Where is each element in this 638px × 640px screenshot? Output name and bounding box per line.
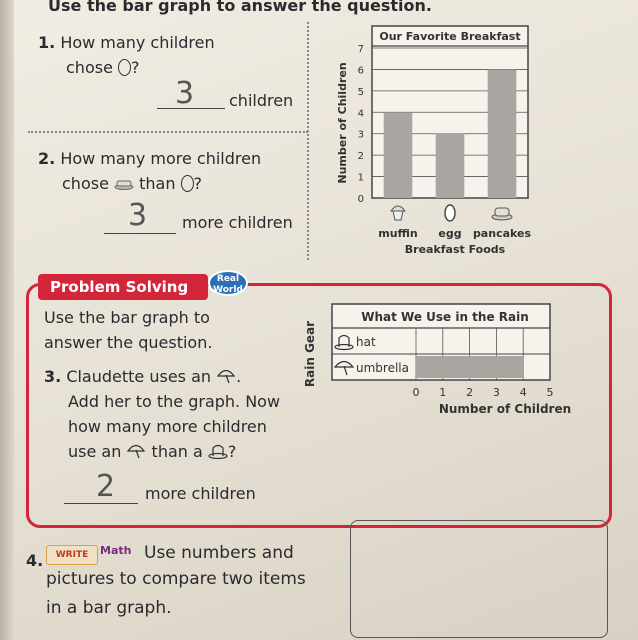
pancakes-icon (492, 208, 512, 220)
x-tick-label: 2 (466, 386, 474, 399)
question-3-text1-end: . (236, 367, 242, 386)
real-world-badge (208, 270, 248, 296)
question-3-number: 3. (44, 367, 62, 386)
bar-pancakes (488, 69, 517, 198)
bar-umbrella (416, 356, 523, 378)
y-tick-label: 3 (357, 129, 364, 141)
x-tick-label: 4 (519, 386, 527, 399)
writing-box[interactable] (350, 520, 608, 638)
question-4-line3: in a bar graph. (46, 598, 172, 618)
x-tick-label: 5 (546, 386, 554, 399)
question-3-line4 (68, 439, 236, 464)
real-world-badge-line2: World (213, 285, 243, 295)
x-axis-label: Breakfast Foods (404, 243, 506, 256)
bar-muffin (384, 112, 413, 198)
rain-gear-chart (298, 298, 588, 424)
chart-title: What We Use in the Rain (361, 310, 529, 324)
hat-icon (208, 441, 228, 457)
question-3-end: ? (227, 442, 237, 461)
x-tick-label: muffin (378, 227, 418, 240)
egg-icon (181, 175, 194, 192)
x-tick-label: 3 (492, 386, 500, 399)
x-tick-label: 1 (439, 386, 447, 399)
math-label: Math (100, 544, 132, 557)
question-3-line2: Add her to the graph. Now (68, 392, 281, 411)
problem-solving-title: Problem Solving (38, 274, 208, 300)
umbrella-icon (126, 442, 146, 460)
muffin-icon-cup (393, 211, 403, 220)
question-3-text1: Claudette uses an (66, 367, 212, 386)
muffin-icon-top (391, 206, 405, 211)
question-2-line2 (62, 171, 202, 196)
x-tick-label: egg (438, 227, 462, 240)
chart-title: Our Favorite Breakfast (379, 30, 521, 43)
question-2-end: ? (193, 174, 203, 193)
question-1 (38, 30, 215, 55)
question-3-line1 (44, 364, 241, 389)
x-tick-label: 0 (412, 386, 420, 399)
answer-1-handwritten: 3 (175, 76, 197, 111)
y-axis-label: Number of Children (336, 62, 349, 184)
egg-icon (445, 205, 455, 221)
instructions-heading: Use the bar graph to answer the question. (48, 0, 432, 15)
question-3-than-a: than a (151, 442, 203, 461)
question-1-number: 1. (38, 33, 56, 52)
muffin-icon (391, 206, 405, 220)
question-2-than: than (139, 174, 176, 193)
y-tick-label: 5 (357, 86, 364, 98)
x-tick-label: pancakes (472, 227, 532, 240)
answer-3-unit: more children (145, 484, 256, 503)
question-1-end: ? (131, 58, 140, 77)
answer-1-unit: children (229, 91, 294, 110)
book-binding (0, 0, 14, 640)
question-4-line2: pictures to compare two items (46, 569, 306, 589)
answer-3-handwritten: 2 (96, 469, 118, 504)
ps-intro-line1: Use the bar graph to (44, 308, 210, 327)
y-tick-label: 2 (357, 151, 364, 163)
pancakes-icon (114, 172, 134, 184)
write-badge: WRITE (46, 545, 98, 565)
question-2-chose: chose (62, 174, 109, 193)
question-1-chose: chose (66, 58, 113, 77)
y-tick-label: 6 (357, 65, 364, 77)
question-2 (38, 146, 261, 171)
question-4-number: 4. (26, 551, 44, 570)
real-world-badge-line1: Real (216, 274, 240, 284)
answer-2-unit: more children (182, 213, 293, 232)
pancakes-icon-stack (495, 208, 509, 216)
y-tick-label: 0 (357, 194, 364, 205)
egg-icon (118, 59, 131, 76)
question-1-line2 (66, 55, 140, 80)
y-tick-label: 4 (357, 108, 364, 120)
x-axis-label: Number of Children (438, 402, 572, 416)
umbrella-icon (216, 367, 236, 385)
y-tick-label: hat (356, 335, 376, 349)
y-axis-label: Rain Gear (303, 320, 317, 388)
bar-egg (436, 134, 465, 198)
answer-2-handwritten: 3 (128, 198, 150, 233)
question-4-line1: Use numbers and (144, 543, 294, 563)
vertical-divider (307, 22, 309, 260)
ps-intro-line2: answer the question. (44, 333, 213, 352)
horizontal-divider (28, 131, 308, 133)
favorite-breakfast-chart (330, 22, 560, 262)
question-2-line1: How many more children (60, 149, 262, 168)
question-1-line1: How many children (60, 33, 215, 52)
y-tick-label: 7 (357, 44, 364, 55)
question-3-line3: how many more children (68, 417, 267, 436)
question-3-use-an: use an (68, 442, 122, 461)
y-tick-label: umbrella (356, 361, 409, 375)
question-2-number: 2. (38, 149, 56, 168)
y-tick-label: 1 (357, 172, 364, 184)
answer-2-blank[interactable] (104, 233, 176, 234)
